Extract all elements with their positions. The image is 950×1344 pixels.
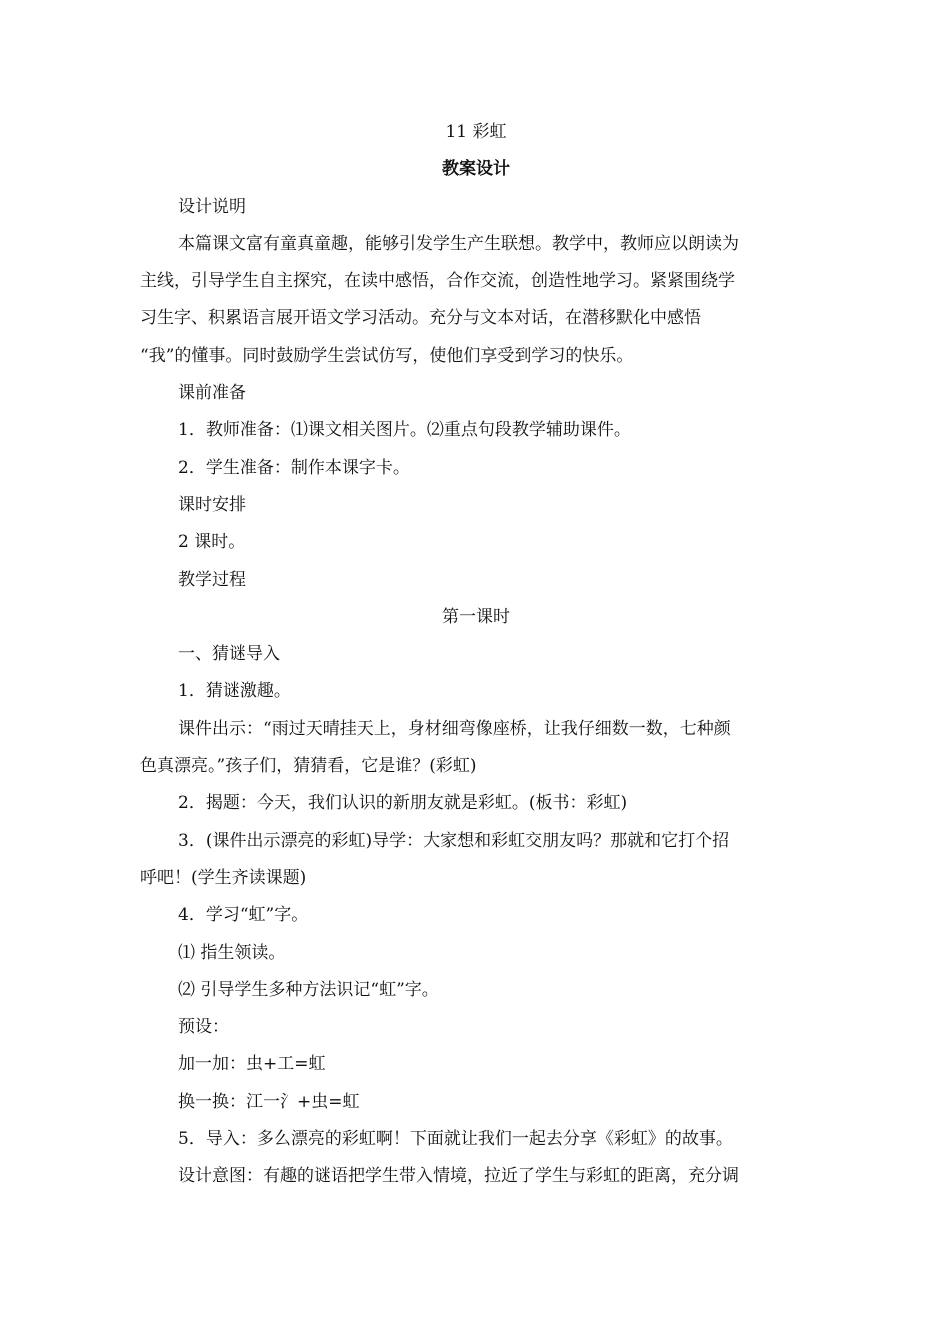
list-item: 4．学习“虹”字。 [178,905,309,926]
document-body [140,114,812,1196]
sub-list-item: ⑵ 引导学生多种方法识记“虹”字。 [178,979,439,1000]
list-item: 5．导入：多么漂亮的彩虹啊！下面就让我们一起去分享《彩虹》的故事。 [178,1129,733,1150]
paragraph-line: 2 课时。 [178,532,246,553]
lesson-title: 11 彩虹 [445,122,507,142]
paragraph-line: 课件出示：“雨过天晴挂天上，身材细弯像座桥，让我仔细数一数，七种颜 [178,718,731,739]
step-heading: 一、猜谜导入 [178,644,280,665]
section-heading: 课前准备 [178,383,246,404]
paragraph-line: 色真漂亮。”孩子们，猜猜看，它是谁？(彩虹) [140,756,477,777]
paragraph-line: 预设： [178,1017,229,1038]
list-item: 2．学生准备：制作本课字卡。 [178,457,410,478]
section-heading: 课时安排 [178,494,246,515]
paragraph-line: 加一加：虫+工=虹 [178,1054,326,1075]
list-item: 2．揭题：今天，我们认识的新朋友就是彩虹。(板书：彩虹) [178,793,628,814]
paragraph-line: 换一换：江一氵+虫=虹 [178,1091,360,1112]
paragraph-line: 习生字、积累语言展开语文学习活动。充分与文本对话，在潜移默化中感悟 [140,308,701,329]
paragraph-line: “我”的懂事。同时鼓励学生尝试仿写，使他们享受到学习的快乐。 [140,345,634,366]
lesson-period-heading: 第一课时 [442,606,510,627]
sub-list-item: ⑴ 指生领读。 [178,942,286,963]
list-item: 1．教师准备：⑴课文相关图片。⑵重点句段教学辅助课件。 [178,420,631,441]
section-heading: 教学过程 [178,569,246,590]
paragraph-line: 呼吧！(学生齐读课题) [140,867,307,888]
list-item: 1．猜谜激趣。 [178,681,291,702]
paragraph-line: 本篇课文富有童真童趣，能够引发学生产生联想。教学中，教师应以朗读为 [178,233,739,254]
paragraph-line: 主线，引导学生自主探究，在读中感悟，合作交流，创造性地学习。紧紧围绕学 [140,271,735,292]
lesson-subtitle: 教案设计 [442,159,510,180]
paragraph-line: 设计意图：有趣的谜语把学生带入情境，拉近了学生与彩虹的距离，充分调 [178,1166,739,1187]
section-heading: 设计说明 [178,196,246,217]
list-item: 3．(课件出示漂亮的彩虹)导学：大家想和彩虹交朋友吗？那就和它打个招 [178,830,730,851]
